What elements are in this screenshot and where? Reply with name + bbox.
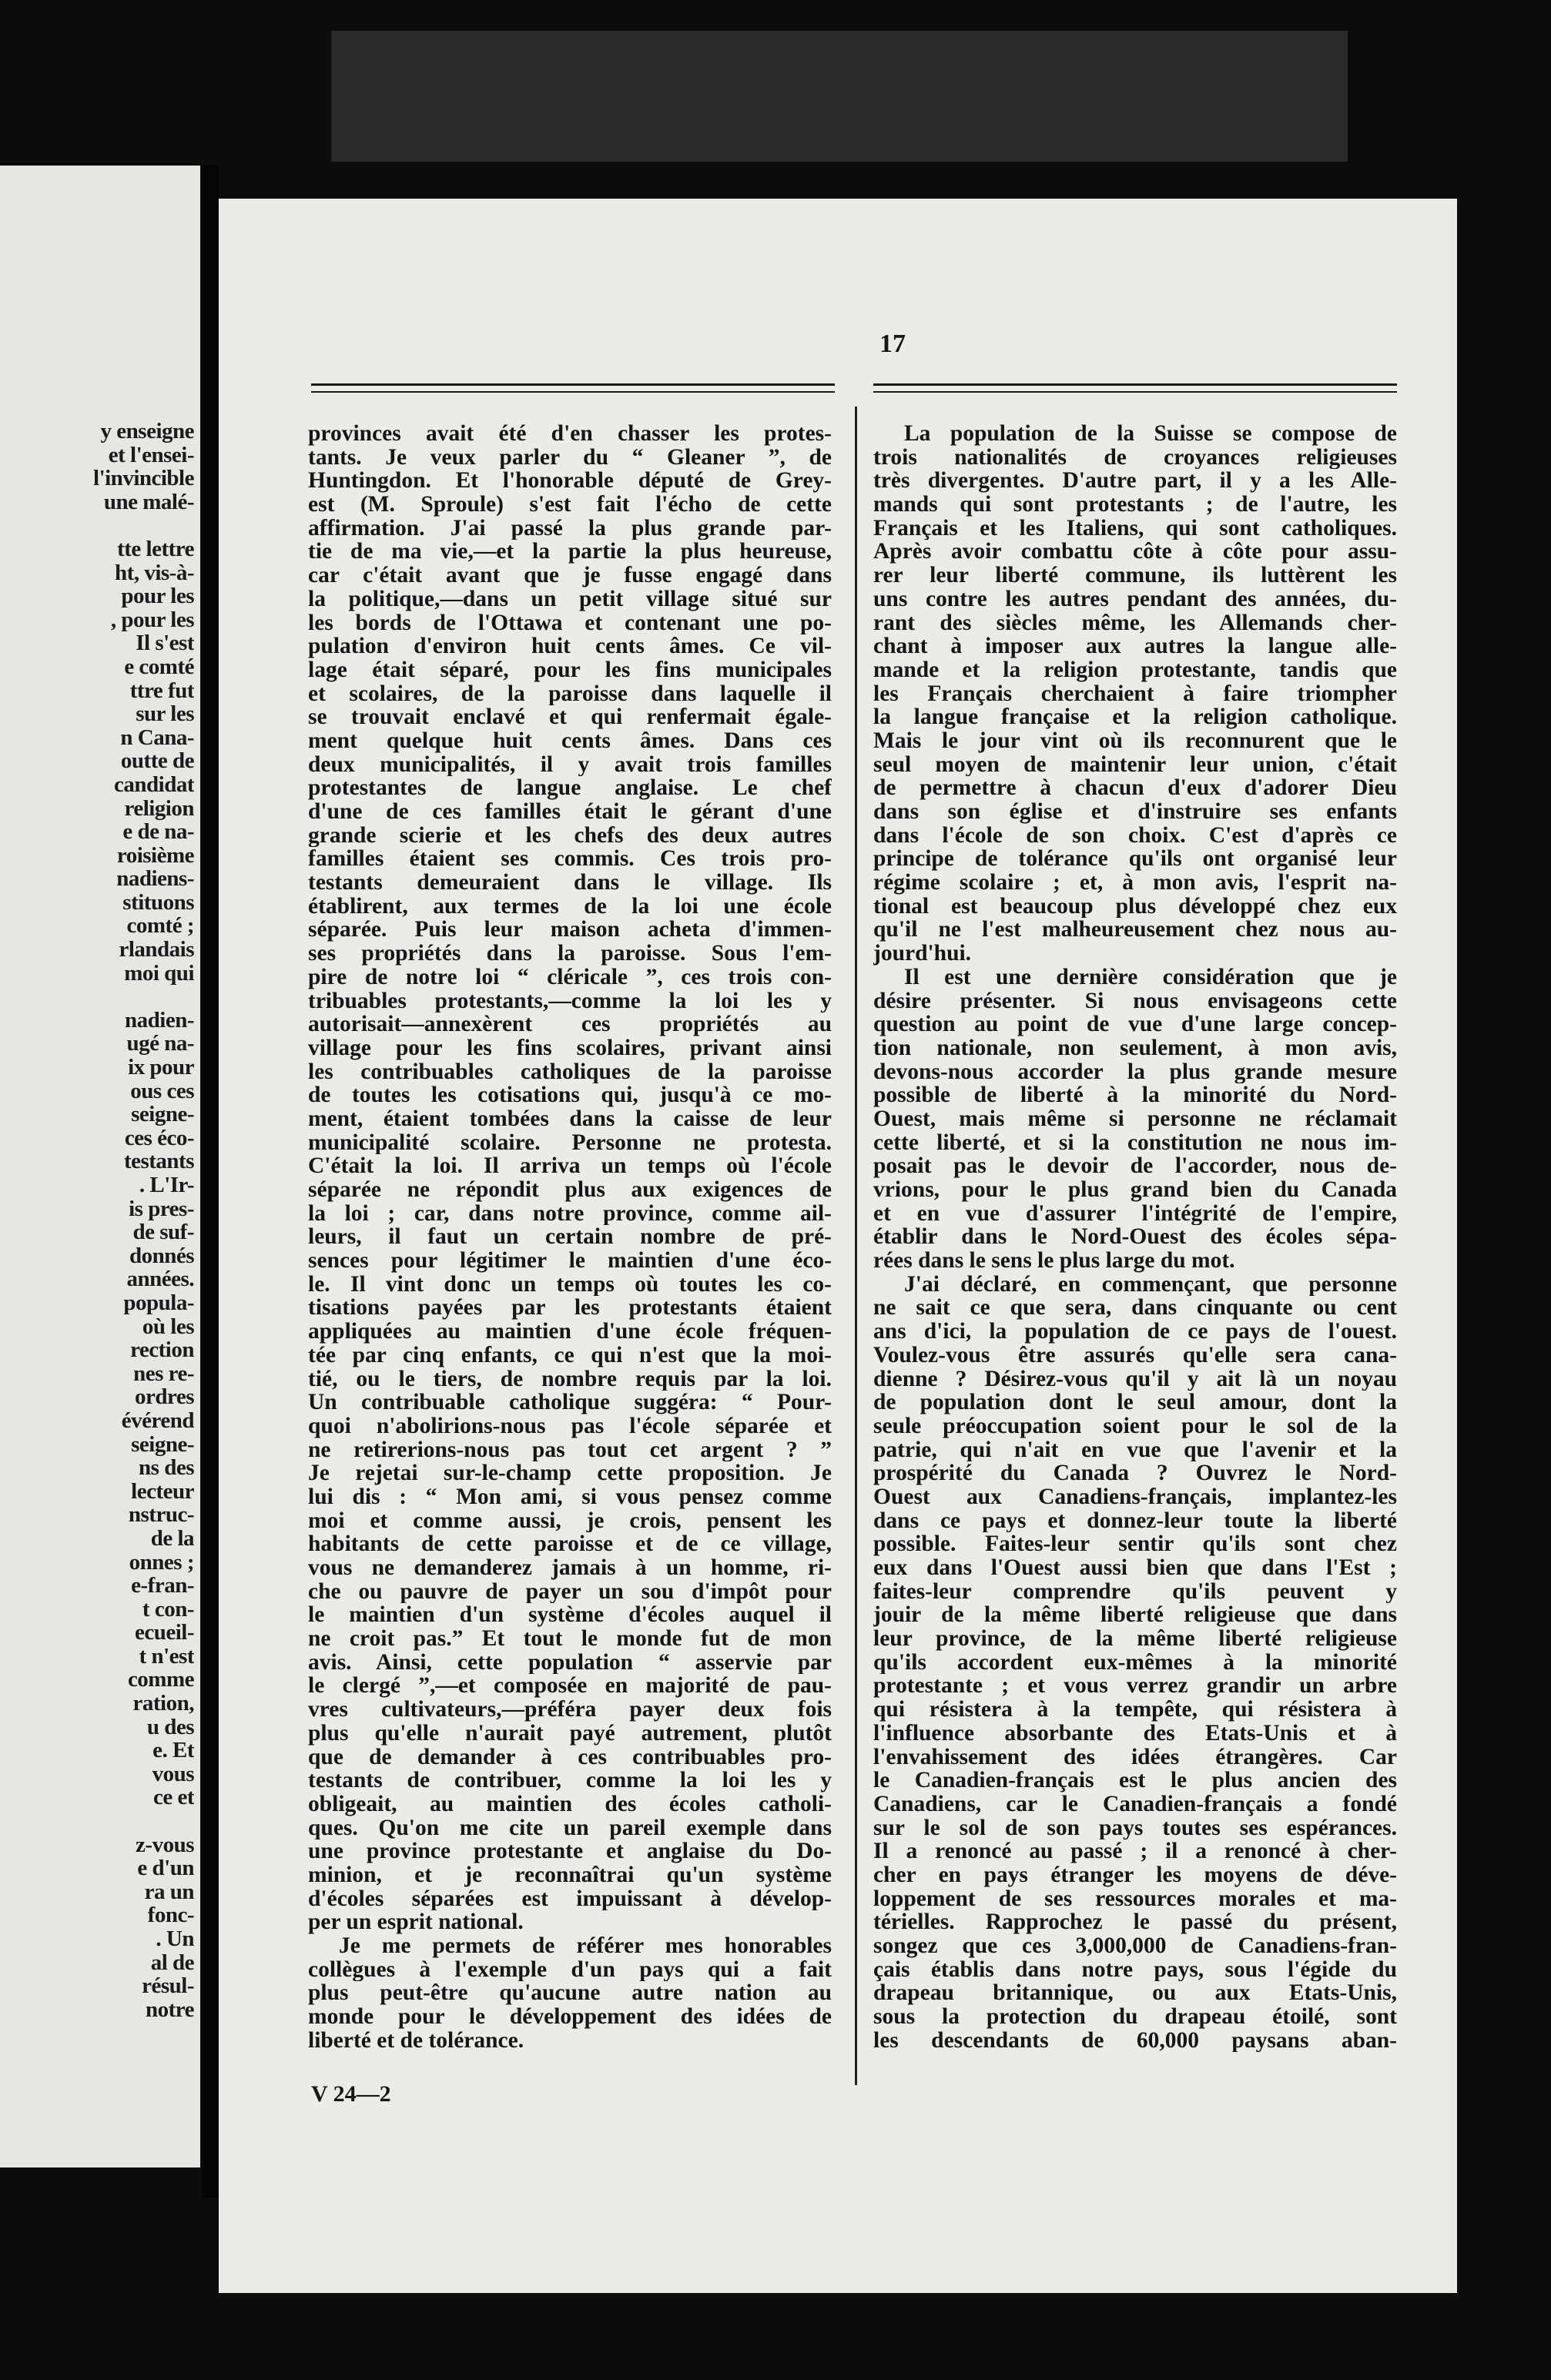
text-column-right bbox=[873, 422, 1397, 2052]
header-rule-left-2 bbox=[311, 391, 835, 393]
left-column-line: che ou pauvre de payer un sou d'impôt pour bbox=[308, 1579, 832, 1604]
left-column-line: autorisait—annexèrent ces propriétés au bbox=[308, 1013, 832, 1036]
left-column-line: lage était séparé, pour les fins municipales bbox=[308, 658, 832, 682]
left-column-line: est (M. Sproule) s'est fait l'écho de cette bbox=[308, 493, 832, 517]
adjacent-page-fragment: seigne- bbox=[131, 1103, 194, 1126]
adjacent-page-fragment: tte lettre bbox=[117, 537, 194, 561]
right-column-line: très divergentes. D'autre part, il y a les Alle- bbox=[873, 469, 1397, 494]
right-column-line: seul moyen de maintenir leur union, c'était bbox=[873, 752, 1397, 777]
adjacent-page-fragment: donnés bbox=[129, 1244, 194, 1268]
adjacent-page-fragment: ttre fut bbox=[129, 678, 194, 703]
right-column-line: prospérité du Canada ? Ouvrez le Nord- bbox=[873, 1461, 1397, 1485]
left-column-line: ses propriétés dans la paroisse. Sous l'em- bbox=[308, 942, 832, 966]
adjacent-page-fragment: e d'un bbox=[137, 1856, 194, 1880]
printer-signature-mark: V 24—2 bbox=[311, 2081, 391, 2107]
adjacent-page-fragment: . Un bbox=[156, 1927, 194, 1951]
adjacent-page-fragment: et l'ensei- bbox=[108, 443, 194, 467]
left-column-line: testants de contribuer, comme la loi les y bbox=[308, 1769, 832, 1793]
left-column-line: deux municipalités, il y avait trois familles bbox=[308, 752, 832, 777]
left-column-line: C'était la loi. Il arriva un temps où l'école bbox=[308, 1154, 832, 1178]
left-column-line: sences pour légitimer le maintien d'une éco- bbox=[308, 1249, 832, 1273]
right-column-line: Mais le jour vint où ils reconnurent que le bbox=[873, 728, 1397, 753]
right-column-line: rées dans le sens le plus large du mot. bbox=[873, 1249, 1235, 1273]
left-column-line: pire de notre loi “ cléricale ”, ces trois con- bbox=[308, 965, 832, 989]
right-column-line: tional est beaucoup plus développé chez eux bbox=[873, 894, 1397, 919]
adjacent-page-fragment: e. Et bbox=[152, 1739, 194, 1762]
right-column-line: de permettre à chacun d'eux d'adorer Dieu bbox=[873, 776, 1397, 800]
left-column-line: tée par cinq enfants, ce qui n'est que la moi- bbox=[308, 1343, 832, 1367]
left-column-line: tribuables protestants,—comme la loi les y bbox=[308, 989, 832, 1013]
right-column-line: cher en pays étranger les moyens de déve- bbox=[873, 1863, 1397, 1887]
column-divider bbox=[855, 407, 857, 2085]
adjacent-page-fragment: ordres bbox=[134, 1385, 194, 1409]
left-column-line: leurs, il faut un certain nombre de pré- bbox=[308, 1225, 832, 1250]
adjacent-page-fragment: vous bbox=[152, 1762, 194, 1786]
header-rule-right-2 bbox=[873, 391, 1397, 393]
right-column-line: cette liberté, et si la constitution ne nous im- bbox=[873, 1130, 1397, 1155]
left-column-line: testants demeuraient dans le village. Ils bbox=[308, 871, 832, 895]
adjacent-page-fragment: fonc- bbox=[147, 1903, 194, 1927]
adjacent-page-fragment: outte de bbox=[120, 749, 194, 773]
left-column-line: de toutes les cotisations qui, jusqu'à ce mo- bbox=[308, 1083, 832, 1107]
right-column-line: dans son église et d'instruire ses enfants bbox=[873, 800, 1397, 824]
left-column-line: ne retirerions-nous pas tout cet argent ? ” bbox=[308, 1438, 832, 1462]
right-column-line: régime scolaire ; et, à mon avis, l'esprit na- bbox=[873, 871, 1397, 895]
adjacent-page-fragment bbox=[93, 1809, 194, 1833]
left-column-line: les bords de l'Ottawa et contenant une po- bbox=[308, 611, 832, 635]
right-column-line: l'envahissement des idées étrangères. Car bbox=[873, 1745, 1397, 1769]
adjacent-page-fragment: al de bbox=[150, 1950, 194, 1975]
right-column-line: chant à imposer aux autres la langue alle- bbox=[873, 634, 1397, 658]
microfilm-dark-border bbox=[331, 31, 1348, 162]
page-number: 17 bbox=[879, 330, 906, 358]
left-column-line: minion, et je reconnaîtrai qu'un système bbox=[308, 1863, 832, 1887]
left-column-line: appliquées au maintien d'une école fréquen- bbox=[308, 1320, 832, 1344]
adjacent-page-text bbox=[93, 420, 194, 2021]
adjacent-page-fragment: , pour les bbox=[110, 608, 194, 632]
adjacent-page-fragment: ous ces bbox=[130, 1079, 194, 1103]
adjacent-page-fragment: où les bbox=[142, 1314, 194, 1339]
right-column-line: faites-leur comprendre qu'ils peuvent y bbox=[873, 1579, 1397, 1604]
left-column-line: quoi n'abolirions-nous pas l'école séparée et bbox=[308, 1414, 832, 1438]
left-column-line: Je rejetai sur-le-champ cette proposition. Je bbox=[308, 1461, 832, 1485]
left-column-line: que de demander à ces contribuables pro- bbox=[308, 1745, 832, 1769]
left-column-line: ment quelque huit cents âmes. Dans ces bbox=[308, 728, 832, 753]
right-column-line: Ouest aux Canadiens-français, implantez-les bbox=[873, 1485, 1397, 1509]
left-column-line: les contribuables catholiques de la paroisse bbox=[308, 1059, 832, 1084]
adjacent-page-fragment: ns des bbox=[139, 1456, 194, 1480]
right-column-line: Voulez-vous être assurés qu'elle sera cana- bbox=[873, 1343, 1397, 1367]
left-column-line: Je me permets de référer mes honorables bbox=[339, 1934, 832, 1958]
left-column-line: plus qu'elle n'aurait payé autrement, plutôt bbox=[308, 1721, 832, 1746]
left-column-line: obligeait, au maintien des écoles catholi- bbox=[308, 1792, 832, 1816]
adjacent-page-fragment: moi qui bbox=[124, 961, 194, 986]
adjacent-page-fragment: nstruc- bbox=[128, 1503, 194, 1527]
adjacent-page-fragment: notre bbox=[145, 1997, 194, 2022]
left-column-line: d'écoles séparées est impuissant à dévelop- bbox=[308, 1886, 832, 1911]
right-column-line: drapeau britannique, ou aux Etats-Unis, bbox=[873, 1981, 1397, 2006]
adjacent-page-fragment: religion bbox=[124, 796, 194, 821]
left-column-line: ment, étaient tombées dans la caisse de leur bbox=[308, 1106, 832, 1131]
adjacent-page-fragment: ugé na- bbox=[126, 1032, 194, 1056]
left-column-line: municipalité scolaire. Personne ne protesta. bbox=[308, 1130, 832, 1155]
right-column-line: qu'il ne l'est malheureusement chez nous au- bbox=[873, 918, 1397, 942]
right-column-line: vrions, pour le plus grand bien du Canada bbox=[873, 1178, 1397, 1202]
adjacent-page-fragment: ecueil- bbox=[134, 1621, 194, 1645]
adjacent-page-fragment: . L'Ir- bbox=[139, 1173, 194, 1197]
left-column-line: Un contribuable catholique suggéra: “ Pour- bbox=[308, 1391, 832, 1414]
text-column-left bbox=[308, 422, 832, 2052]
adjacent-page-fragment: ce et bbox=[152, 1786, 194, 1810]
right-column-line: seule préoccupation soient pour le sol de la bbox=[873, 1414, 1397, 1438]
left-column-line: la politique,—dans un petit village situé sur bbox=[308, 587, 832, 611]
adjacent-page-fragment: y enseigne bbox=[100, 420, 194, 444]
adjacent-page-fragment: nadien- bbox=[125, 1008, 194, 1033]
adjacent-page-fragment: l'invincible bbox=[93, 467, 194, 490]
left-column-line: avis. Ainsi, cette population “ asservie par bbox=[308, 1650, 832, 1675]
adjacent-page-fragment: une malé- bbox=[103, 490, 194, 514]
left-column-line: séparée. Puis leur maison acheta d'immen- bbox=[308, 918, 832, 942]
left-column-line: habitants de cette paroisse et de ce village, bbox=[308, 1532, 832, 1556]
left-column-line: Huntingdon. Et l'honorable député de Grey- bbox=[308, 469, 832, 494]
adjacent-page-fragment: ix pour bbox=[128, 1056, 194, 1080]
right-column-line: songez que ces 3,000,000 de Canadiens-fran- bbox=[873, 1934, 1397, 1958]
adjacent-page-fragment: nadiens- bbox=[116, 867, 194, 891]
adjacent-page-fragment bbox=[93, 514, 194, 537]
right-column-line: principe de tolérance qu'ils ont organisé leur bbox=[873, 847, 1397, 872]
left-column-line: collègues à l'exemple d'un pays qui a fait bbox=[308, 1957, 832, 1982]
right-column-line: rant des siècles même, les Allemands cher- bbox=[873, 611, 1397, 635]
adjacent-page-fragment: roisième bbox=[116, 843, 194, 868]
adjacent-page-fragment: nes re- bbox=[133, 1361, 194, 1386]
left-column-line: lui dis : “ Mon ami, si vous pensez comme bbox=[308, 1485, 832, 1509]
left-column-line: protestantes de langue anglaise. Le chef bbox=[308, 776, 832, 800]
right-column-line: Français et les Italiens, qui sont catholiques. bbox=[873, 516, 1397, 541]
right-column-line: ans d'ici, la population de ce pays de l'ouest. bbox=[873, 1320, 1397, 1344]
header-rule-right bbox=[873, 383, 1397, 386]
right-column-line: leur province, de la même liberté religieuse bbox=[873, 1627, 1397, 1651]
right-column-line: uns contre les autres pendant des années, du- bbox=[873, 587, 1397, 611]
left-column-line: d'une de ces familles était le gérant d'une bbox=[308, 800, 832, 824]
adjacent-page-fragment bbox=[93, 985, 194, 1009]
right-column-line: mands qui sont protestants ; de l'autre, les bbox=[873, 493, 1397, 517]
adjacent-page-fragment: e-fran- bbox=[131, 1574, 194, 1598]
left-column-line: ne croit pas.” Et tout le monde fut de mon bbox=[308, 1627, 832, 1651]
adjacent-page-fragment: n Cana- bbox=[120, 725, 194, 750]
right-column-line: Après avoir combattu côte à côte pour assu- bbox=[873, 540, 1397, 564]
right-column-line: désire présenter. Si nous envisageons cette bbox=[873, 989, 1397, 1013]
adjacent-page-fragment: pour les bbox=[121, 584, 194, 608]
adjacent-page-fragment: années. bbox=[126, 1267, 194, 1291]
right-column-line: dans ce pays et donnez-leur toute la liberté bbox=[873, 1508, 1397, 1533]
right-column-line: Ouest, mais même si personne ne réclamait bbox=[873, 1106, 1397, 1131]
left-column-line: affirmation. J'ai passé la plus grande par- bbox=[308, 516, 832, 541]
adjacent-page-fragment: ht, vis-à- bbox=[115, 561, 194, 585]
page-gutter bbox=[202, 166, 219, 2198]
adjacent-page-fragment: résul- bbox=[142, 1974, 194, 1998]
right-column-line: les Français cherchaient à faire triompher bbox=[873, 681, 1397, 706]
right-column-line: et en vue d'assurer l'intégrité de l'empire, bbox=[873, 1201, 1397, 1226]
right-column-line: Il est une dernière considération que je bbox=[904, 965, 1397, 989]
adjacent-page-fragment: z-vous bbox=[136, 1833, 194, 1857]
right-column-line: les descendants de 60,000 paysans aban- bbox=[873, 2028, 1397, 2053]
right-column-line: l'influence absorbante des Etats-Unis et à bbox=[873, 1721, 1397, 1746]
left-column-line: le maintien d'un système d'écoles auquel il bbox=[308, 1603, 832, 1628]
left-column-line: établirent, aux termes de la loi une école bbox=[308, 894, 832, 919]
left-column-line: monde pour le développement des idées de bbox=[308, 2005, 832, 2029]
left-column-line: ques. Qu'on me cite un pareil exemple dans bbox=[308, 1816, 832, 1840]
left-column-line: provinces avait été d'en chasser les protes- bbox=[308, 422, 832, 446]
right-column-line: Il a renoncé au passé ; il a renoncé à cher- bbox=[873, 1839, 1397, 1863]
adjacent-page-fragment: de la bbox=[150, 1526, 194, 1551]
adjacent-page-fragment: stituons bbox=[122, 890, 194, 915]
right-column-line: dans l'école de son choix. C'est d'après ce bbox=[873, 823, 1397, 848]
left-column-line: le clergé ”,—et composée en majorité de pau- bbox=[308, 1674, 832, 1699]
adjacent-page-fragment: t con- bbox=[142, 1597, 194, 1622]
right-column-line: Canadiens, car le Canadien-français a fondé bbox=[873, 1792, 1397, 1816]
left-column-line: per un esprit national. bbox=[308, 1910, 524, 1934]
right-column-line: loppement de ses ressources morales et ma- bbox=[873, 1886, 1397, 1911]
left-column-line: et scolaires, de la paroisse dans laquelle il bbox=[308, 681, 832, 706]
adjacent-page-fragment: onnes ; bbox=[129, 1550, 194, 1575]
right-column-line: établir dans le Nord-Ouest des écoles sépa- bbox=[873, 1225, 1397, 1250]
adjacent-page-fragment: popula- bbox=[123, 1290, 194, 1315]
left-column-line: moi et comme aussi, je crois, pensent les bbox=[308, 1508, 832, 1533]
right-column-line: ne sait ce que sera, dans cinquante ou cent bbox=[873, 1296, 1397, 1321]
adjacent-page-fragment: testants bbox=[123, 1150, 194, 1173]
left-column-line: grande scierie et les chefs des deux autres bbox=[308, 823, 832, 848]
adjacent-page-fragment: rection bbox=[130, 1338, 194, 1362]
adjacent-page-fragment: de suf- bbox=[132, 1220, 194, 1244]
adjacent-page-fragment: ra un bbox=[144, 1880, 194, 1904]
document-page bbox=[219, 199, 1457, 2293]
adjacent-page-fragment: seigne- bbox=[131, 1432, 194, 1457]
left-column-line: le. Il vint donc un temps où toutes les co- bbox=[308, 1272, 832, 1297]
right-column-line: J'ai déclaré, en commençant, que personne bbox=[904, 1272, 1397, 1297]
left-column-line: vres cultivateurs,—préféra payer deux fois bbox=[308, 1698, 832, 1722]
left-column-line: familles étaient ses commis. Ces trois pro- bbox=[308, 847, 832, 872]
adjacent-page-fragment: e de na- bbox=[122, 820, 194, 844]
adjacent-page-fragment: u des bbox=[146, 1715, 194, 1739]
left-column-line: village pour les fins scolaires, privant ainsi bbox=[308, 1036, 832, 1060]
right-column-line: eux dans l'Ouest aussi bien que dans l'Est ; bbox=[873, 1556, 1397, 1580]
adjacent-page-fragment: t n'est bbox=[139, 1644, 194, 1669]
left-column-line: tié, ou le tiers, de nombre requis par la loi. bbox=[308, 1367, 832, 1391]
left-column-line: la loi ; car, dans notre province, comme ail- bbox=[308, 1201, 832, 1226]
header-rule-left bbox=[311, 383, 835, 386]
right-column-line: de population dont le seul amour, dont la bbox=[873, 1391, 1397, 1414]
left-column-line: pulation d'environ huit cents âmes. Ce vil- bbox=[308, 634, 832, 658]
adjacent-page-fragment: ration, bbox=[132, 1692, 194, 1716]
right-column-line: posait pas le devoir de l'accorder, nous de- bbox=[873, 1154, 1397, 1178]
right-column-line: dienne ? Désirez-vous qu'il y ait là un noyau bbox=[873, 1367, 1397, 1391]
left-column-line: tie de ma vie,—et la partie la plus heureuse, bbox=[308, 540, 832, 564]
left-column-line: vous ne demanderez jamais à un homme, ri- bbox=[308, 1556, 832, 1580]
adjacent-page-fragment: ces éco- bbox=[124, 1126, 194, 1150]
adjacent-page-fragment: comme bbox=[127, 1668, 194, 1692]
right-column-line: qu'ils accordent eux-mêmes à la minorité bbox=[873, 1650, 1397, 1675]
adjacent-page-fragment: comté ; bbox=[126, 914, 194, 939]
left-column-line: plus peut-être qu'aucune autre nation au bbox=[308, 1981, 832, 2006]
right-column-line: sous la protection du drapeau étoilé, sont bbox=[873, 2005, 1397, 2029]
right-column-line: jouir de la même liberté religieuse que dans bbox=[873, 1603, 1397, 1628]
adjacent-page-fragment: lecteur bbox=[131, 1479, 194, 1504]
adjacent-page-fragment: e comté bbox=[124, 654, 194, 679]
left-column-line: tisations payées par les protestants étaient bbox=[308, 1296, 832, 1321]
right-column-line: qui résistera à la tempête, qui résistera à bbox=[873, 1698, 1397, 1722]
right-column-line: protestante ; et vous verrez grandir un arbre bbox=[873, 1674, 1397, 1699]
right-column-line: devons-nous accorder la plus grande mesure bbox=[873, 1059, 1397, 1084]
adjacent-page-fragment: évérend bbox=[121, 1408, 194, 1433]
right-column-line: çais établis dans notre pays, sous l'égide du bbox=[873, 1957, 1397, 1982]
adjacent-page-fragment: is pres- bbox=[129, 1197, 194, 1221]
right-column-line: patrie, qui n'ait en vue que l'avenir et la bbox=[873, 1438, 1397, 1462]
right-column-line: térielles. Rapprochez le passé du présent, bbox=[873, 1910, 1397, 1934]
right-column-line: possible. Faites-leur sentir qu'ils sont chez bbox=[873, 1532, 1397, 1556]
adjacent-page-fragment: sur les bbox=[136, 702, 194, 726]
right-column-line: possible de liberté à la minorité du Nord- bbox=[873, 1083, 1397, 1107]
left-column-line: une province protestante et anglaise du Do- bbox=[308, 1839, 832, 1863]
left-column-line: liberté et de tolérance. bbox=[308, 2028, 524, 2053]
right-column-line: mande et la religion protestante, tandis que bbox=[873, 658, 1397, 682]
right-column-line: le Canadien-français est le plus ancien des bbox=[873, 1769, 1397, 1793]
left-column-line: car c'était avant que je fusse engagé dans bbox=[308, 564, 832, 587]
adjacent-page-left bbox=[0, 166, 200, 2167]
right-column-line: la langue française et la religion catholique. bbox=[873, 705, 1397, 729]
adjacent-page-fragment: Il s'est bbox=[136, 631, 194, 655]
left-column-line: se trouvait enclavé et qui renfermait égale- bbox=[308, 705, 832, 729]
right-column-line: question au point de vue d'une large concep- bbox=[873, 1013, 1397, 1036]
left-column-line: séparée ne répondit plus aux exigences de bbox=[308, 1178, 832, 1202]
right-column-line: trois nationalités de croyances religieuses bbox=[873, 445, 1397, 470]
adjacent-page-fragment: candidat bbox=[114, 772, 194, 797]
right-column-line: rer leur liberté commune, ils luttèrent les bbox=[873, 564, 1397, 587]
right-column-line: La population de la Suisse se compose de bbox=[904, 422, 1397, 446]
right-column-line: tion nationale, non seulement, à mon avis, bbox=[873, 1036, 1397, 1060]
adjacent-page-fragment: rlandais bbox=[119, 938, 194, 962]
right-column-line: jourd'hui. bbox=[873, 942, 972, 966]
right-column-line: sur le sol de son pays toutes ses espérances. bbox=[873, 1816, 1397, 1840]
left-column-line: tants. Je veux parler du “ Gleaner ”, de bbox=[308, 445, 832, 470]
